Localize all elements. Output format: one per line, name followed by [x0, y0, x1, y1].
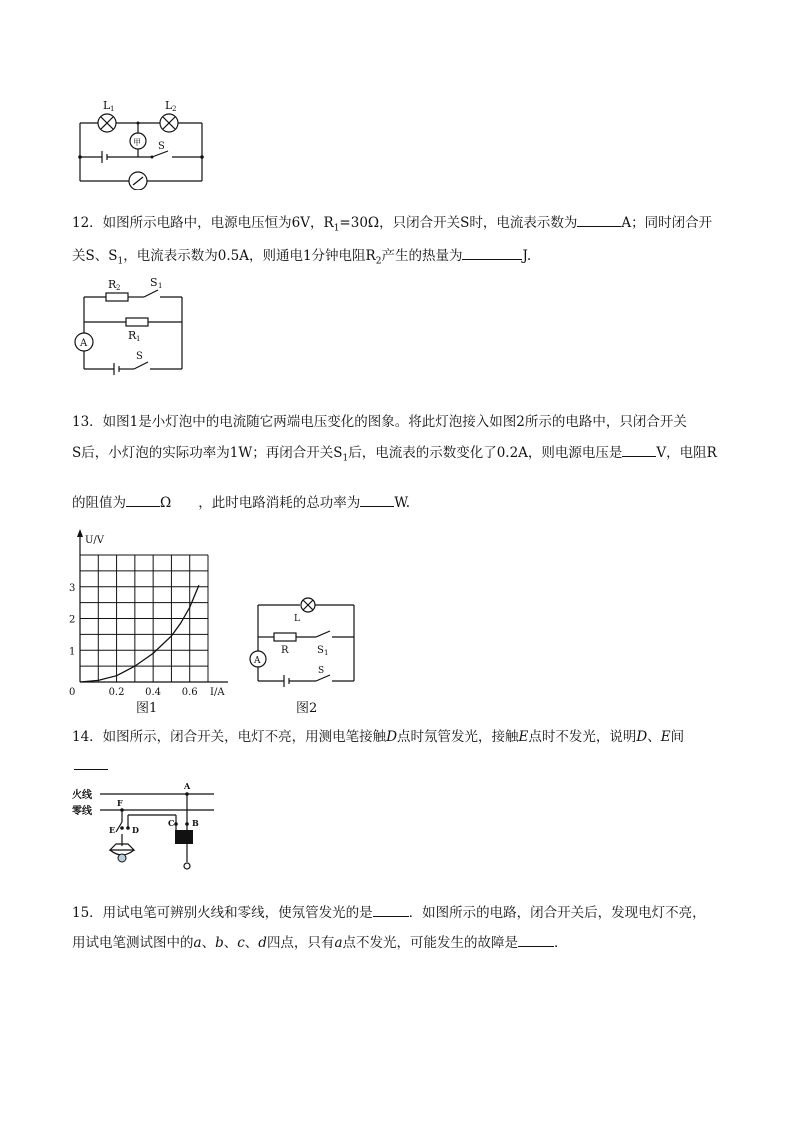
fig2-caption: 图2	[296, 701, 318, 716]
live-wire-label: 火线	[72, 790, 92, 801]
y-tick-label: 1	[69, 646, 76, 658]
q15-blank-1[interactable]	[373, 902, 409, 917]
fig1-caption: 图1	[136, 701, 158, 716]
y-tick-label: 2	[69, 614, 76, 626]
origin-label: 0	[69, 687, 76, 698]
x-tick-label: 0.2	[108, 687, 125, 698]
neutral-wire-label: 零线	[72, 806, 92, 817]
r1-label: R	[128, 329, 137, 342]
q12-line1: 12．如图所示电路中，电源电压恒为6V，$R_1=30\Omega$，只闭合开关S时，电流表示数为 A；同时闭合开	[72, 212, 732, 239]
q12-blank-2[interactable]	[462, 245, 522, 260]
l2-sub: 2	[172, 105, 177, 113]
switch-s-label: S	[158, 141, 165, 152]
r2-label: R	[108, 278, 117, 291]
y-axis-label: U/V	[85, 535, 105, 546]
point-f-label: F	[117, 798, 123, 808]
q12-s-label: S	[136, 351, 143, 362]
fig2-s1-label: S	[317, 645, 324, 656]
q12-blank-1[interactable]	[577, 212, 621, 227]
fig2-lamp-label: L	[294, 614, 300, 624]
q13-ui-chart	[62, 525, 232, 715]
y-tick-label: 3	[69, 582, 76, 594]
x-axis-label: I/A	[210, 687, 225, 698]
s1-label: S	[150, 276, 158, 289]
l1-label: L	[103, 99, 111, 112]
q13-line1: 13．如图1是小灯泡中的电流随它两端电压变化的图象。将此灯泡接入如图2所示的电路中，只闭合开关	[72, 414, 687, 430]
q13-line3: 的阻值为 Ω ，此时电路消耗的总功率为 W.	[72, 492, 732, 513]
fig2-s1-sub: 1	[324, 649, 329, 657]
meter-yi-mark	[133, 177, 143, 185]
q13-line2: S后，小灯泡的实际功率为1W；再闭合开关$S_1$后，电流表的示数变化了0.2A，则电源电压是 V，电阻R	[72, 442, 732, 469]
x-tick-label: 0.4	[145, 687, 162, 698]
q12-line2: 关S、$S_1$，电流表示数为0.5A，则通电1分钟电阻$R_2$产生的热量为 J.	[72, 245, 732, 272]
fig2-s-label: S	[318, 666, 325, 676]
r1-sub: 1	[136, 335, 141, 343]
fig2-ammeter-label: A	[254, 656, 261, 666]
x-tick-label: 0.6	[181, 687, 198, 698]
q11-circuit-figure	[72, 95, 212, 190]
y-axis-arrow	[77, 529, 83, 537]
q12-ammeter-label: A	[80, 338, 88, 349]
point-e-label: E	[109, 825, 116, 835]
l1-sub: 1	[110, 105, 115, 113]
point-d-label: D	[132, 825, 139, 835]
fig2-r-label: R	[281, 645, 289, 656]
q14-blank[interactable]	[74, 760, 108, 770]
l2-label: L	[165, 99, 173, 112]
q14-line1: 14．如图所示，闭合开关，电灯不亮，用测电笔接触D点时氖管发光，接触E点时不发光，说明D、E间	[72, 729, 685, 745]
meter-jia-label: 甲	[133, 138, 141, 147]
q14-wiring-figure	[72, 778, 222, 883]
point-c-label: C	[168, 818, 175, 828]
q15-blank-2[interactable]	[518, 932, 554, 947]
q15-line2: 用试电笔测试图中的a、b、c、d四点，只有a点不发光，可能发生的故障是 ．	[72, 932, 732, 953]
q15-line1: 15．用试电笔可辨别火线和零线，使氖管发光的是 ．如图所示的电路，闭合开关后，发现电灯不亮，	[72, 902, 732, 923]
q13-blank-2[interactable]	[126, 492, 160, 507]
s1-sub: 1	[158, 282, 163, 290]
point-b-label: B	[192, 818, 199, 828]
r2-sub: 2	[116, 284, 121, 292]
q13-circuit-figure	[244, 595, 359, 690]
q12-circuit-figure	[72, 275, 187, 375]
q13-blank-3[interactable]	[360, 492, 394, 507]
point-a-label: A	[184, 781, 191, 791]
q13-blank-1[interactable]	[622, 442, 656, 457]
